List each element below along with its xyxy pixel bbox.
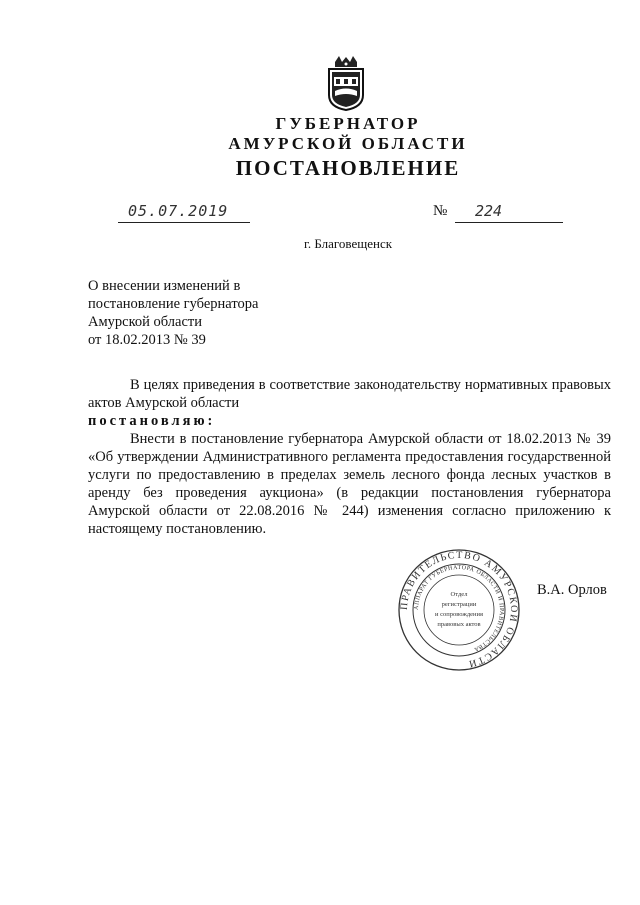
stamp-outer-text: ПРАВИТЕЛЬСТВО АМУРСКОЙ ОБЛАСТИ [398, 549, 520, 670]
title-governor: ГУБЕРНАТОР [275, 114, 421, 133]
coat-of-arms-emblem-icon [323, 55, 369, 111]
number-field [455, 204, 563, 223]
signatory-name: В.А. Орлов [537, 582, 607, 598]
number-sign: № [433, 203, 448, 219]
handwritten-number: 224 [475, 202, 503, 220]
document-type: ПОСТАНОВЛЕНИЕ [235, 156, 461, 180]
resolution-keyword: постановляю: [88, 413, 216, 429]
stamp-center-line: регистрации [441, 601, 477, 608]
stamp-center-line: правовых актов [437, 621, 481, 628]
city: г. Благовещенск [303, 236, 393, 251]
official-stamp [397, 548, 521, 672]
subject-block [88, 277, 258, 349]
subject-line: от 18.02.2013 № 39 [88, 332, 206, 348]
svg-text:АППАРАТ ГУБЕРНАТОРА ОБЛАСТИ И [414, 565, 504, 652]
subject-line: Амурской области [88, 314, 202, 330]
paragraph-purpose: В целях приведения в соответствие законодательству нормативных правовых актов Амурской области [88, 377, 611, 411]
stamp-center-line: Отдел [450, 591, 468, 598]
handwritten-date: 05.07.2019 [128, 202, 229, 220]
date-field [118, 204, 250, 223]
subject-line: постановление губернатора [88, 296, 259, 312]
body-text [88, 376, 611, 538]
paragraph-resolution: Внести в постановление губернатора Амурской области от 18.02.2013 № 39 «Об утверждении Административного регламента предоставления государственной услуги по предоставлению в пределах земель лесного фонда лесных участков в аренду без проведения аукциона» (в редакции постановления губернатора Амурской области от 22.08.2016 № 244) изменения согласно приложению к настоящему постановлению. [88, 431, 611, 537]
title-region: АМУРСКОЙ ОБЛАСТИ [228, 134, 468, 153]
stamp-inner-text: АППАРАТ ГУБЕРНАТОРА ОБЛАСТИ И ПРАВИТЕЛЬСТВА [413, 564, 505, 653]
stamp-center-line: и сопровождения [435, 611, 483, 618]
subject-line: О внесении изменений в [88, 278, 241, 294]
